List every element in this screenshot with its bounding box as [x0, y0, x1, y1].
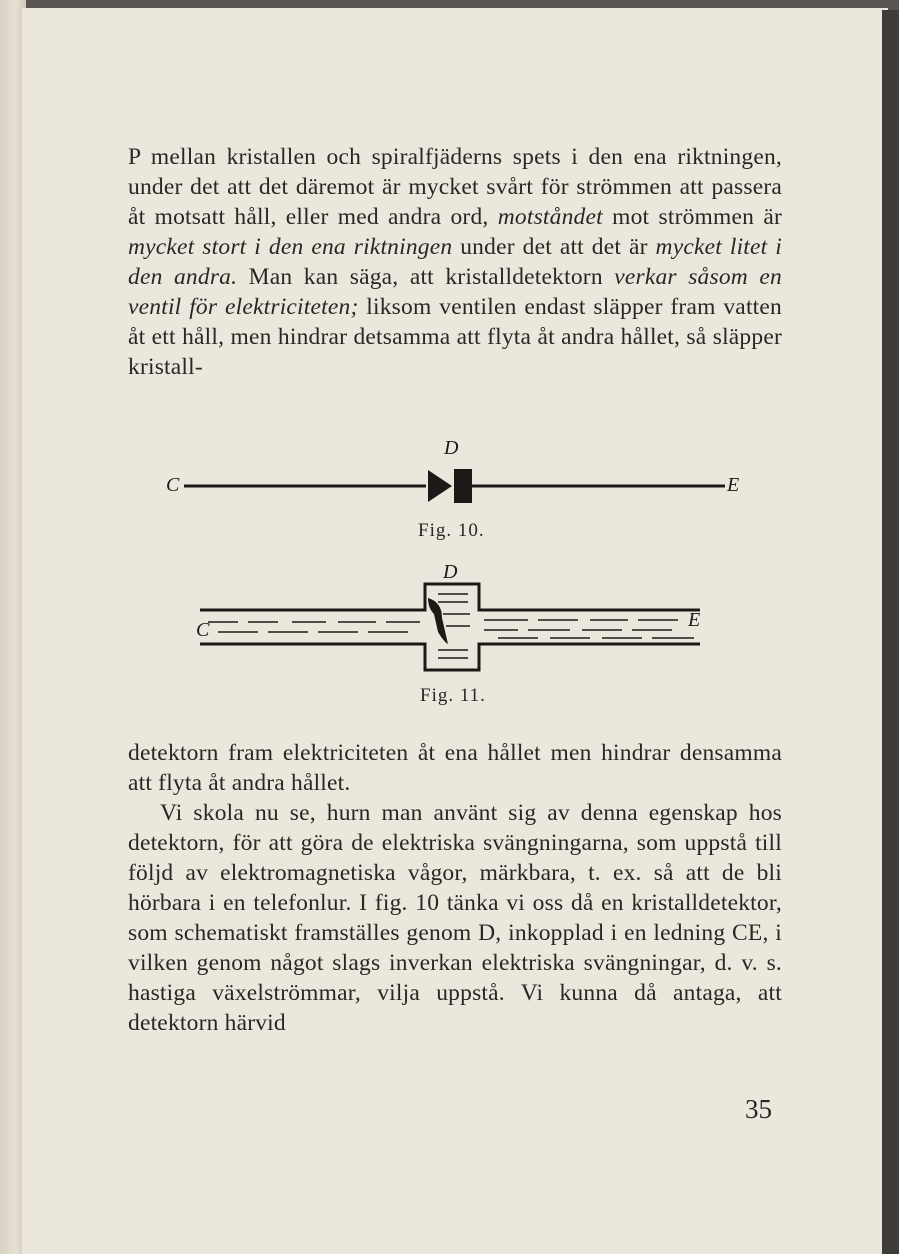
fig11-label-e: E	[688, 609, 701, 631]
fig10-label-c: C	[166, 474, 180, 496]
fig11-label-d: D	[443, 561, 458, 583]
top-paragraph: P mellan kristallen och spiralfjäderns spets i den ena riktningen, under det att det däremot är mycket svårt för strömmen att passera åt motsatt håll, eller med andra ord, motståndet mot strömmen är mycket stort i den ena riktningen under det att det är mycket litet i den andra. Man kan säga, att kristalldetektorn verkar såsom en ventil för elektriciteten; liksom ventilen endast släpper fram vatten åt ett håll, men hindrar detsamma att flyta åt andra hållet, så släpper kristall-	[128, 144, 783, 380]
fig10-diode-diagram	[180, 466, 740, 506]
fig11-pipe-top-wall	[200, 584, 700, 610]
bottom-text	[128, 738, 782, 1038]
book-cover-edge	[882, 10, 899, 1254]
fig11-valve-flap	[428, 598, 448, 644]
bottom-paragraph-2: Vi skola nu se, hurn man använt sig av denna egenskap hos detektorn, för att göra de elektriska svängningarna, som uppstå till följd av elektromagnetiska vågor, märkbara, t. ex. så att de bli hörbara i en telefonlur. I fig. 10 tänka vi oss då en kristalldetektor, som schematiskt framställes genom D, inkopplad i en ledning CE, i vilken genom något slags inverkan elektriska svängningar, d. v. s. hastiga växelströmmar, vilja uppstå. Vi kunna då antaga, att detektorn härvid	[128, 800, 782, 1036]
bottom-paragraph-1: detektorn fram elektriciteten åt ena hållet men hindrar densamma att flyta åt andra hållet.	[128, 740, 782, 796]
fig11-water-lines	[208, 594, 694, 658]
fig11-pipe-diagram	[198, 582, 708, 672]
page-number: 35	[745, 1094, 772, 1124]
fig10-diode-bar	[454, 469, 472, 503]
fig11-caption: Fig. 11.	[420, 685, 486, 706]
fig11-label-c: C	[196, 619, 210, 641]
fig10-caption: Fig. 10.	[418, 520, 485, 541]
fig10-label-d: D	[444, 437, 459, 459]
fig10-label-e: E	[727, 474, 740, 496]
fig11-pipe-bottom-wall	[200, 644, 700, 670]
fig10-diode-triangle	[428, 470, 452, 502]
